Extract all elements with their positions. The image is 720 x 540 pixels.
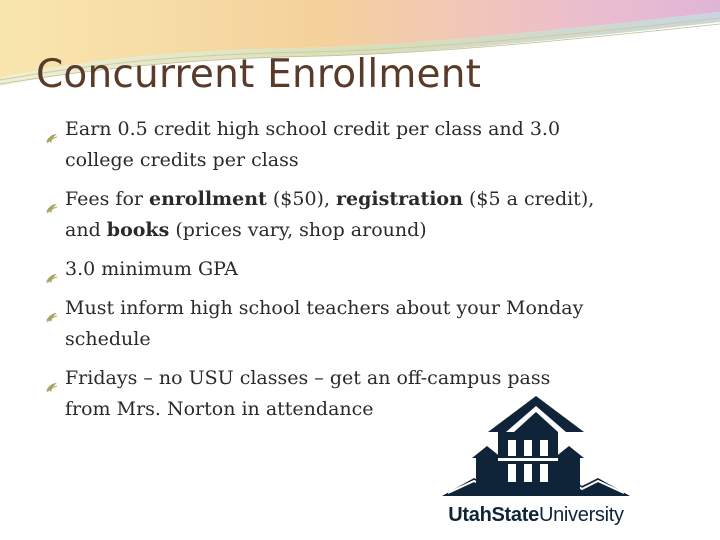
swoosh-bullet-icon: [45, 303, 58, 316]
old-main-tower-mountains-icon: [428, 392, 644, 504]
bullet-text: Fridays – no USU classes – get an off-campus pass: [65, 367, 551, 389]
bullet-text: Must inform high school teachers about your Monday: [65, 297, 584, 319]
bullet-text: (prices vary, shop around): [169, 219, 427, 241]
bullet-item: [44, 293, 694, 355]
bullet-text: Fees for: [65, 188, 150, 210]
bullet-text: schedule: [65, 328, 151, 350]
swoosh-bullet-icon: [45, 194, 58, 207]
bullet-text: 3.0 minimum GPA: [65, 258, 238, 280]
bullet-text: and: [65, 219, 107, 241]
bullet-text: ($50),: [266, 188, 337, 210]
bullet-line: [65, 145, 694, 176]
usu-logo: [428, 392, 644, 532]
bullet-line: [65, 293, 694, 324]
bullet-item: [44, 114, 694, 176]
bullet-item: [44, 254, 694, 285]
logo-wordmark: [428, 504, 644, 527]
bullet-bold-text: enrollment: [149, 188, 267, 210]
bullet-line: [65, 184, 694, 215]
swoosh-bullet-icon: [45, 124, 58, 137]
bullet-bold-text: registration: [336, 188, 463, 210]
bullet-item: [44, 184, 694, 246]
bullet-text: college credits per class: [65, 149, 299, 171]
bullet-line: [65, 324, 694, 355]
bullet-list: [44, 114, 694, 433]
logo-word-utah: Utah: [448, 504, 492, 526]
bullet-line: [65, 363, 694, 394]
logo-word-university: University: [538, 504, 624, 526]
bullet-bold-text: books: [106, 219, 170, 241]
bullet-line: [65, 114, 694, 145]
bullet-text: from Mrs. Norton in attendance: [65, 398, 374, 420]
bullet-line: [65, 254, 694, 285]
logo-word-state: State: [491, 504, 539, 526]
swoosh-bullet-icon: [45, 373, 58, 386]
slide-title: Concurrent Enrollment: [36, 52, 482, 97]
bullet-text: ($5 a credit),: [462, 188, 595, 210]
bullet-text: Earn 0.5 credit high school credit per class and 3.0: [65, 118, 561, 140]
swoosh-bullet-icon: [45, 264, 58, 277]
bullet-line: [65, 215, 694, 246]
